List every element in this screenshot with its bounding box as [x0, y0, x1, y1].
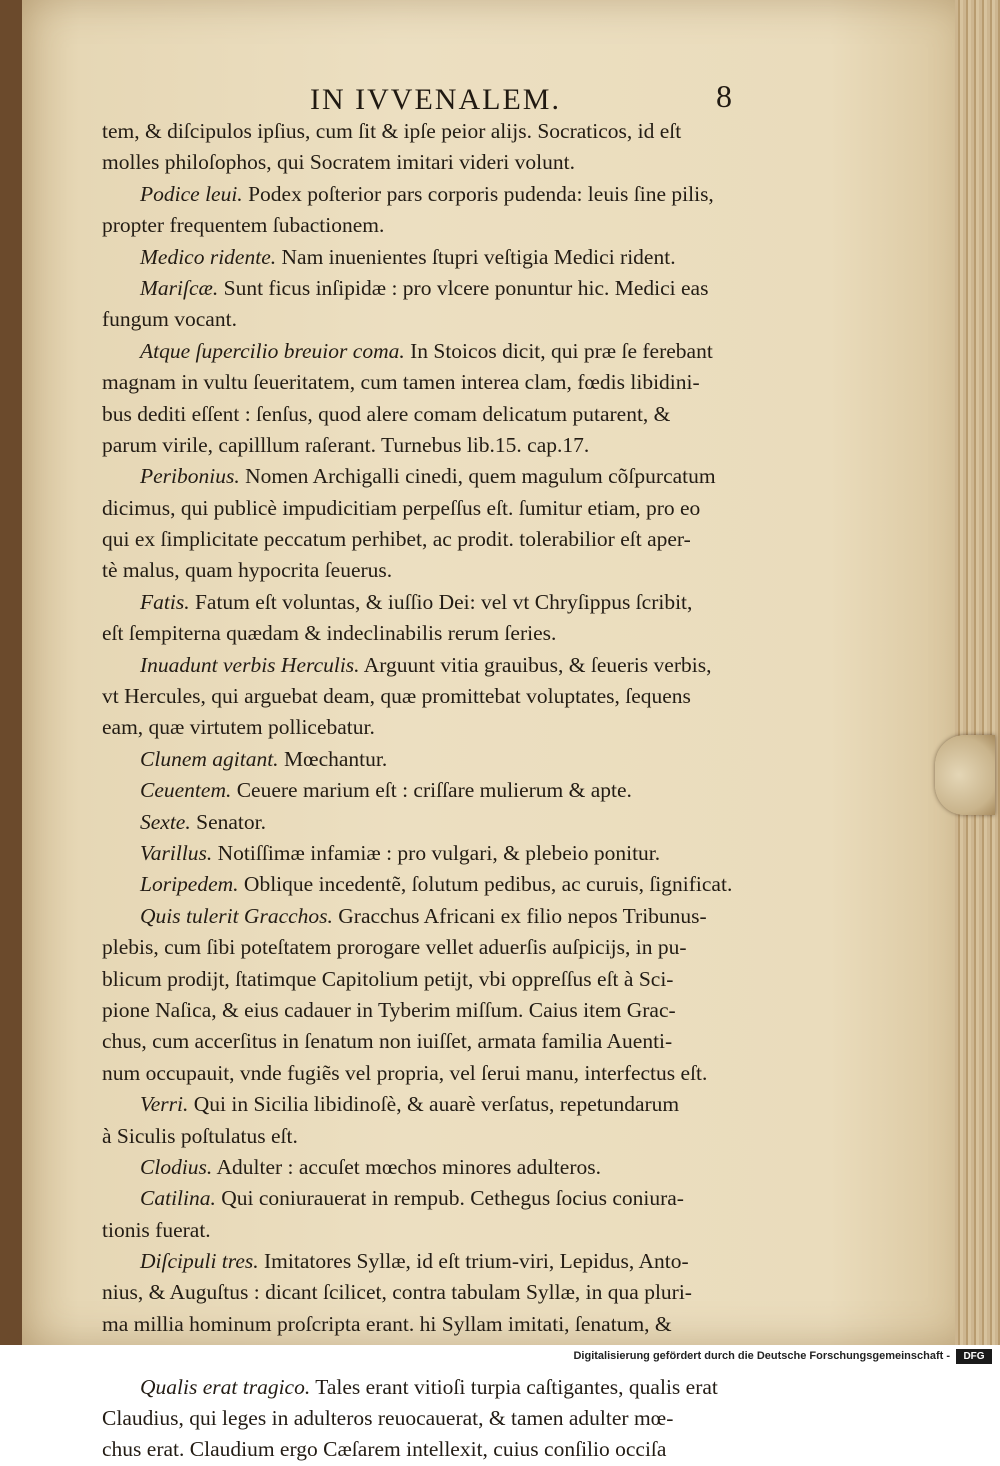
- gloss-text: Imitatores Syllæ, id eſt trium-viri, Lepidus, Anto-: [258, 1249, 689, 1274]
- lemma: Verri.: [140, 1092, 189, 1117]
- lemma: Loripedem.: [140, 872, 239, 897]
- text-line: [102, 838, 792, 869]
- lemma: Clunem agitant.: [140, 746, 279, 771]
- text-line: [102, 995, 792, 1026]
- gloss-text: Claudius, qui leges in adulteros reuocauerat, & tamen adulter mœ-: [102, 1406, 674, 1431]
- gloss-text: In Stoicos dicit, qui præ ſe ferebant: [404, 338, 713, 363]
- text-line: [102, 1277, 792, 1308]
- text-line: [102, 116, 792, 147]
- gloss-text: Gracchus Africani ex filio nepos Tribunus-: [332, 903, 707, 928]
- gloss-text: Nomen Archigalli cinedi, quem magulum cõſpurcatum: [239, 464, 716, 489]
- gloss-text: Qui in Sicilia libidinoſè, & auarè verſatus, repetundarum: [188, 1092, 680, 1117]
- text-line: [102, 932, 792, 963]
- lemma: Mariſcæ.: [140, 275, 219, 300]
- gloss-text: Adulter : accuſet mœchos minores adulteros.: [212, 1154, 601, 1179]
- text-line: [102, 587, 792, 618]
- text-line: [102, 493, 792, 524]
- text-line: [102, 807, 792, 838]
- text-line: [102, 273, 792, 304]
- text-line: [102, 964, 792, 995]
- gloss-text: tionis fuerat.: [102, 1217, 211, 1242]
- lemma: Catilina.: [140, 1186, 216, 1211]
- lemma: Atque ſupercilio breuior coma.: [140, 338, 405, 363]
- gloss-text: vt Hercules, qui arguebat deam, quæ promittebat voluptates, ſequens: [102, 684, 691, 709]
- gloss-text: pione Naſica, & eius cadauer in Tyberim miſſum. Caius item Grac-: [102, 997, 676, 1022]
- gloss-text: à Siculis poſtulatus eſt.: [102, 1123, 298, 1148]
- gloss-text: chus erat. Claudium ergo Cæſarem intellexit, cuius conſilio occiſa: [102, 1437, 667, 1462]
- gloss-text: chus, cum accerſitus in ſenatum non iuiſſet, armata familia Auenti-: [102, 1029, 673, 1054]
- digitization-footer: [0, 1345, 1000, 1369]
- gloss-text: molles philoſophos, qui Socratem imitari videri volunt.: [102, 150, 575, 175]
- text-line: [102, 1183, 792, 1214]
- lemma: Inuadunt verbis Herculis.: [140, 652, 360, 677]
- gloss-text: fungum vocant.: [102, 307, 237, 332]
- text-line: [102, 430, 792, 461]
- text-line: [102, 618, 792, 649]
- text-line: [102, 712, 792, 743]
- gloss-text: Fatum eſt voluntas, & iuſſio Dei: vel vt Chryſippus ſcribit,: [189, 589, 693, 614]
- lemma: Medico ridente.: [140, 244, 277, 269]
- text-line: [102, 1215, 792, 1246]
- gloss-text: Notiſſimæ infamiæ : pro vulgari, & plebeio ponitur.: [212, 840, 661, 865]
- gloss-text: parum virile, capilllum raſerant. Turnebus lib.15. cap.17.: [102, 432, 590, 457]
- text-line: [102, 1152, 792, 1183]
- gloss-text: tem, & diſcipulos ipſius, cum ſit & ipſe peior alijs. Socraticos, id eſt: [102, 119, 682, 143]
- lemma: Quis tulerit Gracchos.: [140, 903, 333, 928]
- gloss-text: eſt ſempiterna quædam & indeclinabilis rerum ſeries.: [102, 621, 557, 646]
- text-line: [102, 147, 792, 178]
- page-edges: [955, 0, 1000, 1345]
- gloss-text: Mœchantur.: [278, 746, 388, 771]
- lemma: Fatis.: [140, 589, 190, 614]
- gloss-text: qui ex ſimplicitate peccatum perhibet, ac prodit. tolerabilior eſt aper-: [102, 527, 691, 552]
- dfg-logo: DFG: [956, 1349, 992, 1364]
- book-clasp: [935, 735, 995, 815]
- commentary-text-block: [102, 116, 792, 1466]
- gloss-text: dicimus, qui publicè impudicitiam perpeſſus eſt. ſumitur etiam, pro eo: [102, 495, 701, 520]
- running-title: IN IVVENALEM.: [310, 83, 561, 116]
- text-line: [102, 869, 792, 900]
- gloss-text: Ceuere marium eſt : criſſare mulierum & apte.: [231, 778, 632, 803]
- gloss-text: bus dediti eſſent : ſenſus, quod alere comam delicatum putarent, &: [102, 401, 671, 426]
- gloss-text: nius, & Auguſtus : dicant ſcilicet, contra tabulam Syllæ, in qua pluri-: [102, 1280, 692, 1305]
- lemma: Podice leui.: [140, 181, 243, 206]
- text-line: [102, 179, 792, 210]
- text-line: [102, 461, 792, 492]
- text-line: [102, 1403, 792, 1434]
- gloss-text: Qui coniurauerat in rempub. Cethegus ſocius coniura-: [215, 1186, 684, 1211]
- text-line: [102, 1121, 792, 1152]
- text-line: [102, 524, 792, 555]
- text-line: [102, 210, 792, 241]
- lemma: Diſcipuli tres.: [140, 1249, 259, 1274]
- lemma: Sexte.: [140, 809, 191, 834]
- gloss-text: Sunt ficus inſipidæ : pro vlcere ponuntur hic. Medici eas: [218, 275, 709, 300]
- lemma: Qualis erat tragico.: [140, 1374, 311, 1399]
- gloss-text: propter frequentem ſubactionem.: [102, 213, 385, 238]
- gloss-text: tè malus, quam hypocrita ſeuerus.: [102, 558, 393, 583]
- funding-credit: Digitalisierung gefördert durch die Deutsche Forschungsgemeinschaft -: [573, 1350, 950, 1362]
- text-line: [102, 775, 792, 806]
- gloss-text: Oblique incedentẽ, ſolutum pedibus, ac curuis, ſignificat.: [238, 872, 733, 897]
- gloss-text: Tales erant vitioſi turpia caſtigantes, qualis erat: [310, 1374, 718, 1399]
- text-line: [102, 1026, 792, 1057]
- gloss-text: Senator.: [190, 809, 266, 834]
- gloss-text: eam, quæ virtutem pollicebatur.: [102, 715, 375, 740]
- text-line: [102, 1309, 792, 1340]
- text-line: [102, 399, 792, 430]
- text-line: [102, 1246, 792, 1277]
- gloss-text: magnam in vultu ſeueritatem, cum tamen interea clam, fœdis libidini-: [102, 370, 700, 395]
- lemma: Varillus.: [140, 840, 213, 865]
- lemma: Ceuentem.: [140, 778, 232, 803]
- text-line: [102, 367, 792, 398]
- gloss-text: num occupauit, vnde fugiẽs vel propria, vel ſerui manu, interfectus eſt.: [102, 1060, 708, 1085]
- gloss-text: ma millia hominum proſcripta erant. hi Syllam imitati, ſenatum, &: [102, 1311, 672, 1336]
- text-line: [102, 1372, 792, 1403]
- text-line: [102, 650, 792, 681]
- lemma: Peribonius.: [140, 464, 240, 489]
- lemma: Clodius.: [140, 1154, 213, 1179]
- text-line: [102, 336, 792, 367]
- text-line: [102, 744, 792, 775]
- text-line: [102, 304, 792, 335]
- page-number: 8: [716, 78, 732, 114]
- text-line: [102, 555, 792, 586]
- text-line: [102, 1089, 792, 1120]
- gloss-text: Nam inuenientes ſtupri veſtigia Medici rident.: [276, 244, 676, 269]
- gloss-text: Podex poſterior pars corporis pudenda: leuis ſine pilis,: [242, 181, 714, 206]
- text-line: [102, 681, 792, 712]
- text-line: [102, 242, 792, 273]
- gloss-text: Arguunt vitia grauibus, & ſeueris verbis,: [359, 652, 712, 677]
- text-line: [102, 1058, 792, 1089]
- text-line: [102, 1434, 792, 1465]
- text-line: [102, 901, 792, 932]
- gloss-text: plebis, cum ſibi poteſtatem prorogare vellet aduerſis auſpicijs, in pu-: [102, 935, 687, 960]
- gloss-text: blicum prodijt, ſtatimque Capitolium petijt, vbi oppreſſus eſt à Sci-: [102, 966, 674, 991]
